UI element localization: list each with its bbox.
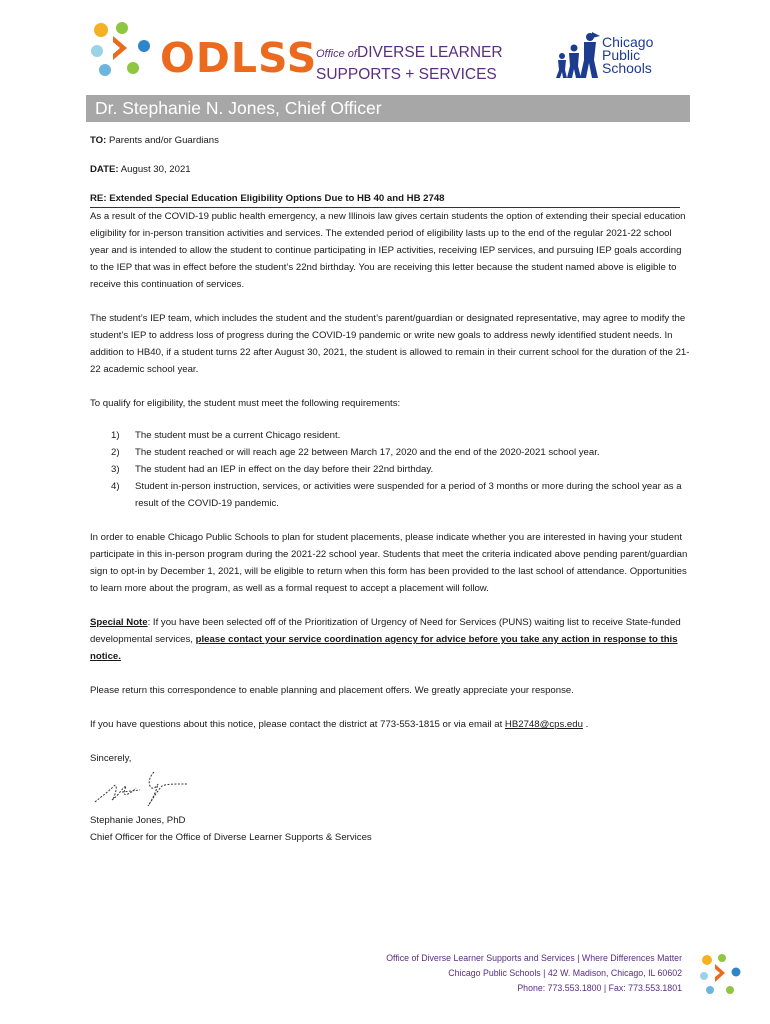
to-value: Parents and/or Guardians [109,135,219,146]
signature-block [90,812,372,846]
footer-phone-fax: Phone: 773.553.1800 | Fax: 773.553.1801 [517,983,682,993]
contact-email-link[interactable]: HB2748@cps.edu [504,719,583,730]
date-line [90,161,690,178]
signer-name: Stephanie Jones, PhD [90,815,186,826]
paragraph-qualify: To qualify for eligibility, the student must meet the following requirements: [90,398,401,409]
handwritten-signature [92,766,192,810]
cps-wordmark [602,36,653,75]
footer-line1: Office of Diverse Learner Supports and Services | Where Differences Matter [386,953,682,963]
office-name-line1: DIVERSE LEARNER [357,44,503,61]
cps-word-chicago: Chicago [602,34,654,50]
footer-address: Chicago Public Schools | 42 W. Madison, Chicago, IL 60602 [448,968,682,978]
requirement-item [90,478,690,512]
requirement-number: 1) [111,430,120,441]
closing: Sincerely, [90,753,132,764]
paragraph-placement: In order to enable Chicago Public Schools to plan for student placements, please indicate whether you are interested in having your student participate in this in-person program during the 2021-22 school year. Students that meet the criteria indicated above pending parent/guardian sign to opt-in by December 1, 2021, will be eligible to return when this form has been provided to the last school of attendance. Opportunities to learn more about the program, as well as a formal request to accept a placement will follow. [90,532,688,594]
requirements-list [90,427,690,512]
requirement-item [90,444,690,461]
odlss-wordmark: ODLSS [160,34,318,82]
requirement-number: 3) [111,464,120,475]
paragraph-intro: As a result of the COVID-19 public health emergency, a new Illinois law gives certain students the option of extending their special education eligibility for in-person transition activities and services. The extended period of eligibility lasts up to the end of the regular 2021-22 school year and is intended to allow the student to continue participating in IEP activities, receiving IEP services, and pursuing IEP goals according to the IEP that was in effect before the student’s 22nd birthday. You are receiving this letter because the student named above is eligible to receive this continuation of services. [90,211,686,290]
odlss-dots-logo-icon [88,18,158,78]
to-label: TO: [90,135,107,146]
letter-body [90,132,690,767]
requirement-number: 2) [111,447,120,458]
special-note-emphasis: please contact your service coordination agency for advice before you take any action in response to this notice. [90,634,678,662]
requirement-number: 4) [111,481,120,492]
date-label: DATE: [90,164,119,175]
special-note-text: : If you have been selected off of the Prioritization of Urgency of Need for Services (PUNS) waiting list to receive State-funded developmental services, [90,617,681,645]
requirement-text: Student in-person instruction, services, or activities were suspended for a period of 3 months or more during the school year as a result of the COVID-19 pandemic. [135,481,682,509]
paragraph-special-note [90,614,690,665]
cps-figures-logo-icon [554,30,602,80]
subject-line: RE: Extended Special Education Eligibility Options Due to HB 40 and HB 2748 [90,190,680,208]
requirement-text: The student reached or will reach age 22 between March 17, 2020 and the end of the 2020-2021 school year. [135,447,600,458]
footer-odlss-dots-icon [698,950,743,1015]
contact-text: If you have questions about this notice, please contact the district at 773-553-1815 or via email at [90,719,505,730]
office-name-line2: SUPPORTS + SERVICES [316,66,497,83]
requirement-text: The student had an IEP in effect on the day before their 22nd birthday. [135,464,434,475]
to-line [90,132,690,149]
footer [282,951,682,996]
requirement-item [90,461,690,478]
requirement-text: The student must be a current Chicago resident. [135,430,341,441]
cps-word-schools: Schools [602,60,652,76]
paragraph-contact [90,716,690,733]
office-of-text: Office of [316,48,357,60]
date-value: August 30, 2021 [120,164,191,175]
signer-title: Chief Officer for the Office of Diverse Learner Supports & Services [90,832,372,843]
chief-officer-banner: Dr. Stephanie N. Jones, Chief Officer [86,95,690,122]
paragraph-return: Please return this correspondence to enable planning and placement offers. We greatly appreciate your response. [90,685,574,696]
special-note-label: Special Note [90,617,148,628]
contact-text-end: . [582,719,589,730]
paragraph-iep-team: The student’s IEP team, which includes the student and the student’s parent/guardian or designated representative, may agree to modify the student’s IEP to address loss of progress during the COVID-19 pandemic or write new goals to address newly identified student needs. In addition to HB40, if a student turns 22 after August 30, 2021, the student is allowed to remain in their current school for the duration of the 21-22 academic school year. [90,313,690,375]
letterhead [0,0,770,95]
cps-word-public: Public [602,47,641,63]
requirement-item [90,427,690,444]
